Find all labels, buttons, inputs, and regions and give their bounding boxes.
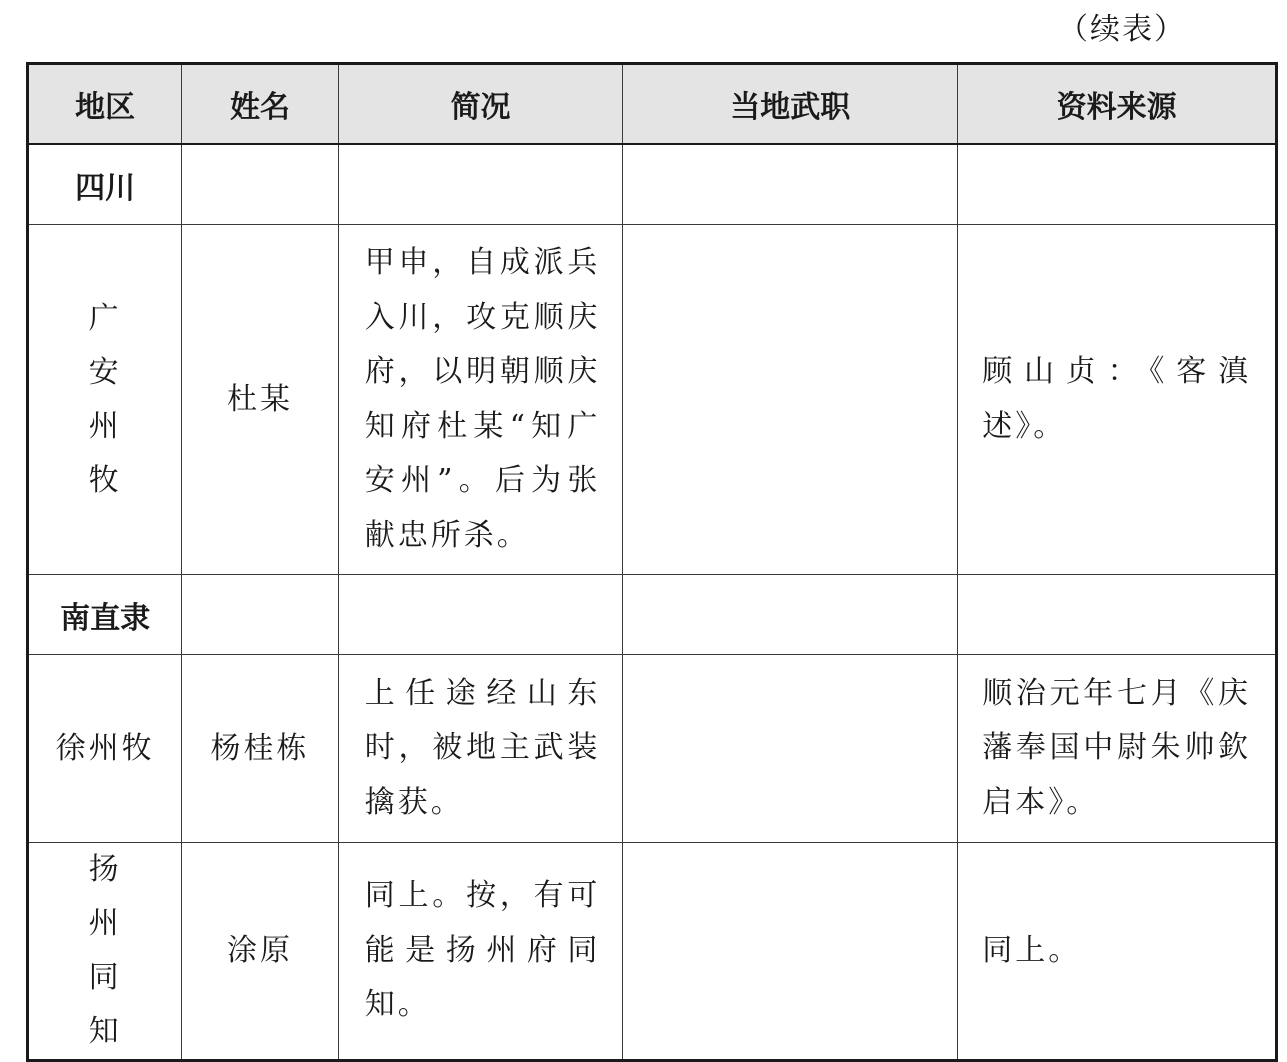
summary-cell: 甲申，自成派兵入川，攻克顺庆府，以明朝顺庆知府杜某“知广安州”。后为张献忠所杀。 bbox=[338, 225, 623, 575]
empty-cell bbox=[182, 144, 338, 225]
source-cell: 顺治元年七月《庆藩奉国中尉朱帅欽启本》。 bbox=[958, 655, 1277, 843]
area-cell: 徐州牧 bbox=[28, 655, 182, 843]
area-text: 扬州同知 bbox=[88, 852, 122, 1049]
table-row bbox=[28, 843, 1277, 1061]
empty-cell bbox=[958, 144, 1277, 225]
table-header bbox=[28, 64, 1277, 145]
empty-cell bbox=[623, 575, 958, 655]
continued-table-label: （续表） bbox=[1058, 12, 1186, 47]
military-post-cell bbox=[623, 843, 958, 1061]
empty-cell bbox=[182, 575, 338, 655]
column-header-region: 地区 bbox=[28, 64, 182, 145]
name-cell: 杜某 bbox=[182, 225, 338, 575]
empty-cell bbox=[338, 575, 623, 655]
empty-cell bbox=[623, 144, 958, 225]
column-header-name: 姓名 bbox=[182, 64, 338, 145]
military-post-cell bbox=[623, 225, 958, 575]
military-post-cell bbox=[623, 655, 958, 843]
column-header-summary: 简况 bbox=[338, 64, 623, 145]
column-header-military-post: 当地武职 bbox=[623, 64, 958, 145]
source-cell: 顾山贞：《客滇述》。 bbox=[958, 225, 1277, 575]
name-cell: 杨桂栋 bbox=[182, 655, 338, 843]
area-cell bbox=[28, 843, 182, 1061]
section-row bbox=[28, 575, 1277, 655]
column-header-source: 资料来源 bbox=[958, 64, 1277, 145]
empty-cell bbox=[958, 575, 1277, 655]
summary-cell: 同上。按，有可能是扬州府同知。 bbox=[338, 843, 623, 1061]
table-row bbox=[28, 655, 1277, 843]
source-cell: 同上。 bbox=[958, 843, 1277, 1061]
section-row bbox=[28, 144, 1277, 225]
table-row bbox=[28, 225, 1277, 575]
name-cell: 涂原 bbox=[182, 843, 338, 1061]
empty-cell bbox=[338, 144, 623, 225]
section-region-label: 南直隶 bbox=[28, 575, 182, 655]
section-region-label: 四川 bbox=[28, 144, 182, 225]
area-text: 广安州牧 bbox=[88, 300, 122, 498]
officials-table bbox=[26, 62, 1278, 1062]
area-cell bbox=[28, 225, 182, 575]
summary-cell: 上任途经山东时，被地主武装擒获。 bbox=[338, 655, 623, 843]
